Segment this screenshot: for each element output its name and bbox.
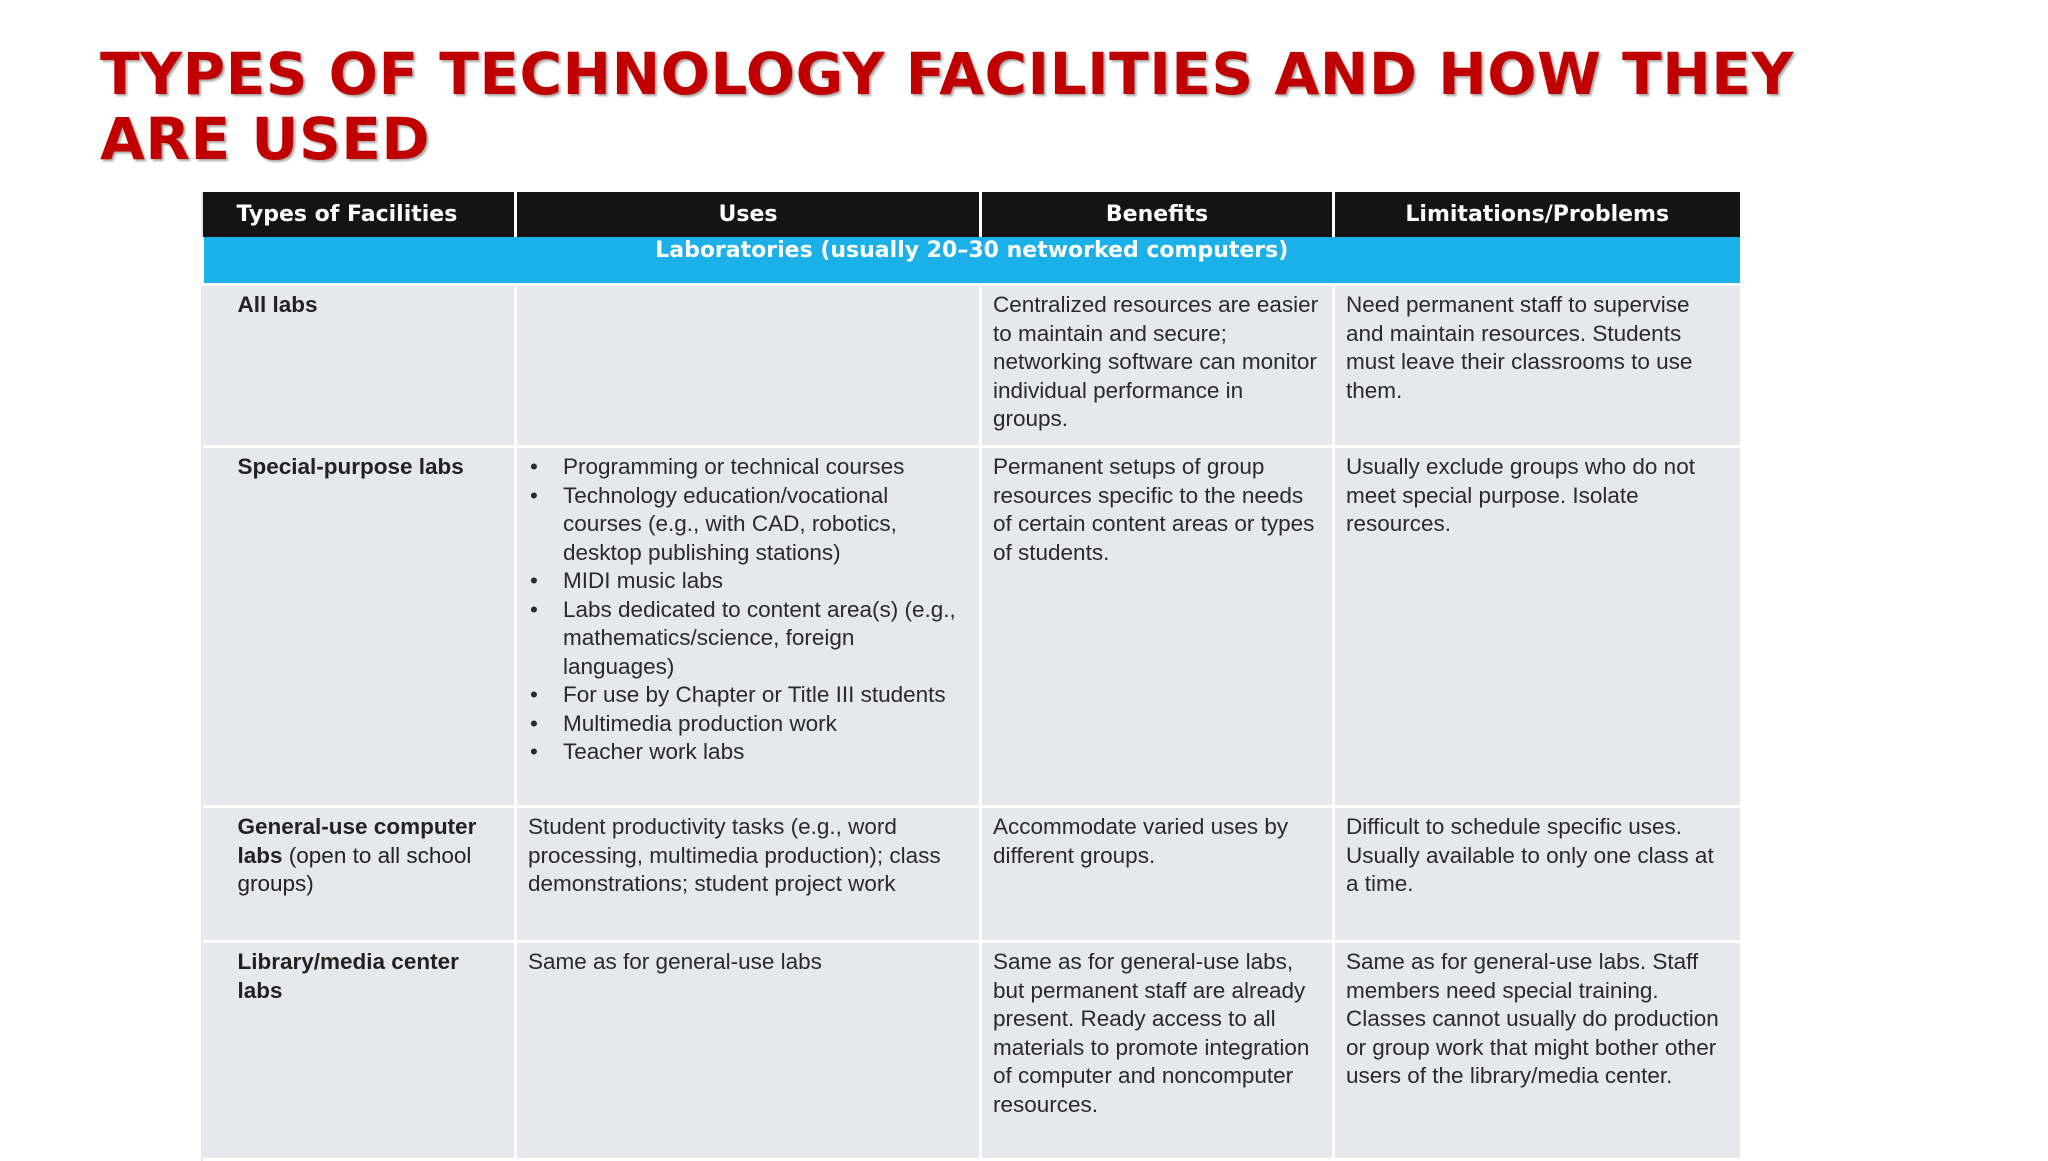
limitations-cell: Usually exclude groups who do not meet special purpose. Isolate resources. (1334, 447, 1740, 807)
list-item: • Multimedia production work (528, 710, 969, 739)
header-benefits: Benefits (981, 192, 1334, 237)
list-item: • Teacher work labs (528, 738, 969, 767)
uses-cell (516, 285, 981, 447)
list-item: • Programming or technical courses (528, 453, 969, 482)
benefits-cell: Same as for general-use labs, but permanent staff are already present. Ready access to all materials to promote integration of computer and noncomputer resources. (981, 942, 1334, 1160)
facility-cell (203, 447, 516, 807)
benefits-cell: Accommodate varied uses by different groups. (981, 807, 1334, 942)
list-item: • For use by Chapter or Title III students (528, 681, 969, 710)
uses-cell: Student productivity tasks (e.g., word processing, multimedia production); class demonstrations; student project work (516, 807, 981, 942)
facility-cell (203, 807, 516, 942)
table-header-row (203, 192, 1740, 237)
facility-cell (203, 285, 516, 447)
list-item: • MIDI music labs (528, 567, 969, 596)
table-row-library-media-center-labs (203, 942, 1740, 1160)
limitations-cell: Need permanent staff to supervise and maintain resources. Students must leave their classrooms to use them. (1334, 285, 1740, 447)
uses-cell (516, 447, 981, 807)
table-row-general-use-labs (203, 807, 1740, 942)
facility-name: General-use computer labs (237, 814, 477, 868)
limitations-cell: Same as for general-use labs. Staff members need special training. Classes cannot usually do production or group work that might bother other users of the library/media center. (1334, 942, 1740, 1160)
facility-name: All labs (237, 292, 318, 317)
facility-note: (open to all school groups) (237, 842, 472, 896)
limitations-cell: Difficult to schedule specific uses. Usually available to only one class at a time. (1334, 807, 1740, 942)
section-label-laboratories: Laboratories (usually 20–30 networked computers) (203, 237, 1740, 285)
section-row (203, 237, 1740, 285)
list-item: • Labs dedicated to content area(s) (e.g., mathematics/science, foreign languages) (528, 596, 969, 682)
header-uses: Uses (516, 192, 981, 237)
list-item: • Technology education/vocational courses (e.g., with CAD, robotics, desktop publishing stations) (528, 482, 969, 568)
benefits-cell: Permanent setups of group resources specific to the needs of certain content areas or types of students. (981, 447, 1334, 807)
header-types-of-facilities: Types of Facilities (203, 192, 516, 237)
table-row-all-labs (203, 285, 1740, 447)
table-row-special-purpose-labs (203, 447, 1740, 807)
facility-cell (203, 942, 516, 1160)
facilities-table (201, 192, 1740, 1161)
uses-list (528, 453, 969, 767)
uses-cell: Same as for general-use labs (516, 942, 981, 1160)
benefits-cell: Centralized resources are easier to maintain and secure; networking software can monitor individual performance in groups. (981, 285, 1334, 447)
facility-name: Special-purpose labs (237, 454, 464, 479)
facilities-table-container (201, 192, 1738, 1161)
slide-title: TYPES OF TECHNOLOGY FACILITIES AND HOW THEY ARE USED (100, 40, 1794, 173)
header-limitations: Limitations/Problems (1334, 192, 1740, 237)
facility-name: Library/media center labs (237, 949, 459, 1003)
